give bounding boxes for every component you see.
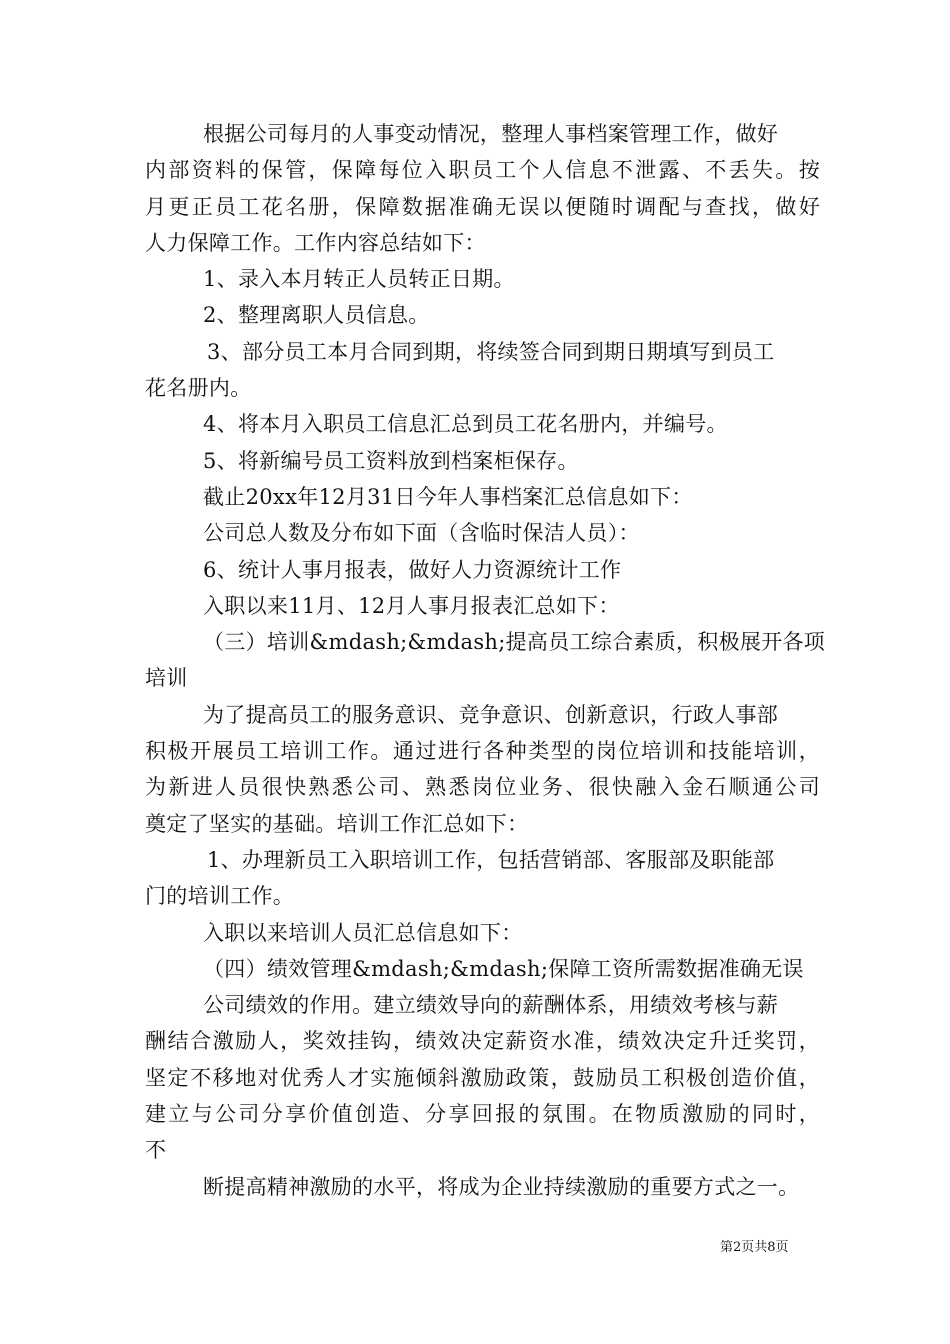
paragraph-line: 不 [145, 1138, 167, 1163]
paragraph-line: 酬结合激励人，奖效挂钩，绩效决定薪资水准，绩效决定升迁奖罚， [145, 1029, 820, 1054]
section-heading: （三）培训&mdash;&mdash;提高员工综合素质，积极展开各项 [203, 630, 826, 655]
paragraph-line: 入职以来培训人员汇总信息如下： [203, 920, 523, 945]
paragraph-line: 建立与公司分享价值创造、分享回报的氛围。在物质激励的同时， [145, 1102, 820, 1127]
paragraph-line: 内部资料的保管，保障每位入职员工个人信息不泄露、不丢失。按 [145, 158, 820, 183]
paragraph-line: 根据公司每月的人事变动情况，整理人事档案管理工作，做好 [203, 122, 779, 146]
paragraph-line: 断提高精神激励的水平，将成为企业持续激励的重要方式之一。 [203, 1174, 800, 1199]
section-heading: （四）绩效管理&mdash;&mdash;保障工资所需数据准确无误 [203, 956, 804, 981]
paragraph-line: 截止20xx年12月31日今年人事档案汇总信息如下： [203, 484, 693, 509]
list-item: 6、统计人事月报表，做好人力资源统计工作 [203, 557, 622, 582]
paragraph-line: 积极开展员工培训工作。通过进行各种类型的岗位培训和技能培训， [145, 739, 820, 764]
list-item: 5、将新编号员工资料放到档案柜保存。 [203, 448, 579, 473]
paragraph-line: 人力保障工作。工作内容总结如下： [145, 230, 486, 255]
paragraph-line: 为新进人员很快熟悉公司、熟悉岗位业务、很快融入金石顺通公司 [145, 775, 820, 800]
paragraph-line: 公司绩效的作用。建立绩效导向的薪酬体系，用绩效考核与薪 [203, 993, 779, 1018]
paragraph-line: 入职以来11月、12月人事月报表汇总如下： [203, 593, 620, 618]
document-body [145, 116, 826, 1205]
list-item: 1、办理新员工入职培训工作，包括营销部、客服部及职能部 [207, 847, 775, 872]
paragraph-line: 奠定了坚实的基础。培训工作汇总如下： [145, 811, 529, 836]
list-item: 1、录入本月转正人员转正日期。 [203, 267, 515, 292]
page-number: 第2页共8页 [720, 1240, 789, 1255]
paragraph-line: 为了提高员工的服务意识、竞争意识、创新意识，行政人事部 [203, 702, 779, 727]
section-heading: 培训 [145, 666, 188, 691]
paragraph-line: 门的培训工作。 [145, 884, 295, 909]
list-item: 3、部分员工本月合同到期，将续签合同到期日期填写到员工 [207, 339, 775, 364]
paragraph-line: 月更正员工花名册，保障数据准确无误以便随时调配与查找，做好 [145, 194, 820, 219]
paragraph-line: 坚定不移地对优秀人才实施倾斜激励政策，鼓励员工积极创造价值， [145, 1065, 820, 1090]
list-item: 4、将本月入职员工信息汇总到员工花名册内，并编号。 [203, 412, 728, 437]
list-item: 2、整理离职人员信息。 [203, 303, 430, 328]
paragraph-line: 花名册内。 [145, 376, 252, 401]
paragraph-line: 公司总人数及分布如下面（含临时保洁人员）： [203, 521, 640, 546]
